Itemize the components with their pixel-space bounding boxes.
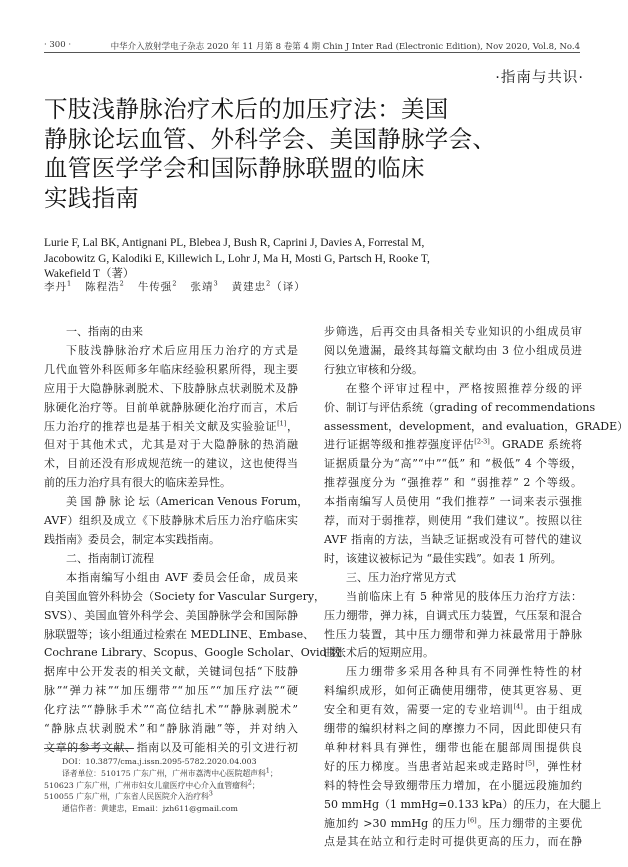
affiliation-text: 510055 广东广州，广东省人民医院介入治疗科: [44, 792, 209, 802]
affiliation-text: 510623 广东广州，广州市妇女儿童医疗中心介入血管瘤科: [44, 780, 248, 790]
body-line: 自美国血管外科协会（Society for Vascular Surgery，: [44, 589, 326, 603]
footnote-divider: [44, 748, 134, 749]
affiliation-mark: 3: [213, 279, 219, 288]
page-number: · 300 ·: [44, 40, 72, 50]
body-line: 单种材料具有弹性，绷带也能在腿部周围提供良: [324, 740, 582, 754]
body-line: 脉硬化治疗等。目前单就静脉硬化治疗而言，术后: [44, 400, 298, 414]
author-list: [44, 236, 584, 283]
journal-citation: 中华介入放射学电子杂志 2020 年 11 月第 8 卷第 4 期 Chin J Inter Rad (Electronic Edition), Nov 2020, Vol.8, No.4: [110, 42, 580, 52]
body-line: 文章的参考文献、指南以及可能相关的引文进行初: [44, 740, 298, 754]
affiliation-line: [44, 768, 299, 780]
body-line: 50 mmHg（1 mmHg=0.133 kPa）的压力，在大腿上: [324, 797, 602, 811]
section-heading: 一、指南的由来: [66, 325, 143, 338]
translator-name: 黄建忠: [231, 281, 267, 293]
citation-mark: [2-3]: [474, 437, 490, 446]
body-text: 好的压力梯度。当患者站起来或走路时: [324, 759, 526, 773]
body-line: 脉”“弹力袜”“加压绷带”“加压”“加压疗法”“硬: [44, 684, 298, 698]
body-line: 推荐强度分为 “强推荐” 和 “弱推荐” 2 个等级。: [324, 476, 582, 490]
body-line: 本指南编写人员使用 “我们推荐” 一词来表示强推: [324, 495, 582, 509]
body-line: AVF 指南的方法，当缺乏证据或没有可替代的建议: [324, 532, 582, 546]
author-line: Lurie F, Lal BK, Antignani PL, Blebea J, Bush R, Caprini J, Davies A, Forrestal M,: [44, 237, 425, 249]
body-line: 化疗法”“静脉手术”“高位结扎术”“静脉剥脱术”: [44, 703, 298, 717]
body-line: “静脉点状剥脱术”和“静脉消融”等，并对纳入: [44, 722, 298, 736]
running-head: [44, 38, 580, 53]
section-label: ·指南与共识·: [495, 70, 584, 86]
translator-name: 张靖: [190, 281, 214, 293]
body-line: 当前临床上有 5 种常见的肢体压力治疗方法：: [346, 589, 582, 603]
affiliation-line: [44, 780, 299, 792]
body-line: 荐，而对于弱推荐，则使用 “我们建议”。按照以往: [324, 514, 582, 528]
affiliation-mark: 1: [265, 766, 270, 775]
body-line: 在整个评审过程中，严格按照推荐分级的评: [346, 381, 582, 395]
body-line: 绷带的编织材料之间的摩擦力不同，因此即使只有: [324, 722, 582, 736]
body-line: [324, 815, 582, 834]
body-line: 术，目前还没有形成规范统一的建议，这也使得当: [44, 457, 298, 471]
body-line: 压力绷带多采用各种具有不同弹性特性的材: [346, 665, 582, 679]
affiliation-mark: 2: [172, 279, 178, 288]
affiliation-mark: 2: [119, 279, 125, 288]
title-line: 静脉论坛血管、外科学会、美国静脉学会、: [44, 124, 497, 153]
body-line: assessment，development，and evaluation，GRADE）: [324, 419, 628, 433]
body-line: 行独立审核和分级。: [324, 362, 423, 376]
affiliation-text: 译者单位：510175 广东广州，广州市荔湾中心医院超声科: [62, 768, 266, 778]
body-line: 践指南》委员会，制定本实践指南。: [44, 532, 220, 546]
translator-list: [44, 279, 584, 294]
title-line: 实践指南: [44, 183, 140, 212]
body-line: 下肢浅静脉治疗术后应用压力治疗的方式是: [66, 343, 298, 357]
body-line: 据库中公开发表的相关文献，关键词包括“下肢静: [44, 665, 298, 679]
body-line: 证据质量分为“高”“中”“低” 和 “极低” 4 个等级，: [324, 457, 582, 471]
affiliation-line: [44, 791, 299, 803]
body-line: 步筛选，后再交由具备相关专业知识的小组成员审: [324, 325, 582, 338]
body-line: 阅以免遗漏，最终其每篇文献均由 3 位小组成员进: [324, 343, 582, 357]
affiliation-text: ；: [251, 780, 260, 790]
body-line: 但对于其他术式，尤其是对于大隐静脉的热消融: [44, 438, 298, 452]
body-line: [44, 418, 298, 437]
citation-mark: [6]: [467, 815, 477, 824]
section-heading: 三、压力治疗常见方式: [346, 570, 456, 584]
section-heading: 二、指南制订流程: [66, 551, 154, 565]
author-line: Jacobowitz G, Kalodiki E, Killewich L, Lohr J, Ma H, Mosti G, Partsch H, Rooke T,: [44, 252, 430, 265]
body-line: 压力绷带，弹力袜，自调式压力装置，气压泵和混合: [324, 608, 582, 622]
body-line: 曲张术后的短期应用。: [324, 646, 434, 660]
body-line: 价、制订与评估系统（grading of recommendations: [324, 400, 596, 414]
body-line: 料编织成形，如何正确使用绷带，使其更容易、更: [324, 684, 582, 698]
affiliation-mark: 2: [247, 778, 252, 786]
citation-mark: [5]: [525, 759, 535, 768]
article-title: [44, 95, 589, 213]
translator-name: 李丹: [44, 281, 67, 293]
citation-mark: [4]: [513, 702, 523, 711]
body-line: 料的特性会导致绷带压力增加，在小腿远段施加约: [324, 778, 582, 792]
body-column-left: [44, 323, 342, 758]
translator-name: 陈程浩: [85, 281, 120, 293]
body-text: 施加约 >30 mmHg 的压力: [324, 816, 468, 830]
body-text: 。压力绷带的主要优: [476, 816, 583, 830]
body-text: ，: [286, 419, 298, 433]
affiliation-mark: 1: [67, 279, 73, 288]
body-line: [324, 436, 582, 455]
body-line: Cochrane Library、Scopus、Google Scholar、Ovid 数: [44, 646, 342, 660]
body-line: 应用于大隐静脉剥脱术、下肢静脉点状剥脱术及静: [44, 381, 298, 395]
body-line: SVS）、美国血管外科学会、美国静脉学会和国际静: [44, 608, 298, 622]
affiliation-mark: 2: [266, 279, 272, 288]
corresponding-author: 通信作者：黄建忠，Email：jzh611@gmail.com: [62, 804, 238, 814]
body-line: 几代血管外科医师多年临床经验积累所得，现主要: [44, 362, 298, 376]
body-line: 前的压力治疗具有很大的临床差异性。: [44, 476, 231, 490]
body-text: 。由于组成: [522, 703, 582, 717]
body-text: 。GRADE 系统将: [489, 438, 583, 452]
body-text: 安全和更有效，需要一定的专业培训: [324, 703, 514, 717]
footnotes: [44, 756, 299, 815]
body-line: 时，该建议被标记为 “最佳实践”。如表 1 所列。: [324, 551, 562, 565]
citation-mark: [1]: [277, 418, 287, 427]
body-line: 本指南编写小组由 AVF 委员会任命，成员来: [66, 570, 298, 584]
body-line: 脉联盟等；该小组通过检索在 MEDLINE、Embase、: [44, 627, 315, 641]
affiliation-mark: 3: [208, 789, 213, 798]
body-line: 点是其在站立和行走时可提供更高的压力，而在静: [324, 835, 582, 849]
body-text: 进行证据等级和推荐强度评估: [324, 438, 475, 452]
body-column-right: [324, 323, 628, 852]
doi: DOI：10.3877/cma.j.issn.2095-5782.2020.04.003: [62, 757, 257, 766]
title-line: 血管医学学会和国际静脉联盟的临床: [44, 154, 425, 182]
affiliation-text: ；: [269, 768, 278, 778]
body-text: 压力治疗的推荐也是基于相关文献及实验验证: [44, 419, 278, 433]
body-text: ，弹性材: [534, 759, 583, 773]
author-line: Wakefield T（著）: [44, 268, 135, 280]
translator-name: 牛传强: [137, 281, 173, 293]
body-line: [324, 758, 582, 777]
body-line: 性压力装置，其中压力绷带和弹力袜最常用于静脉: [324, 627, 582, 641]
translator-suffix: （译）: [271, 281, 306, 293]
body-line: AVF）组织及成立《下肢静脉术后压力治疗临床实: [44, 514, 298, 528]
body-line: 美 国 静 脉 论 坛（American Venous Forum，: [66, 495, 309, 509]
body-line: [324, 701, 582, 720]
title-line: 下肢浅静脉治疗术后的加压疗法：美国: [44, 95, 449, 123]
